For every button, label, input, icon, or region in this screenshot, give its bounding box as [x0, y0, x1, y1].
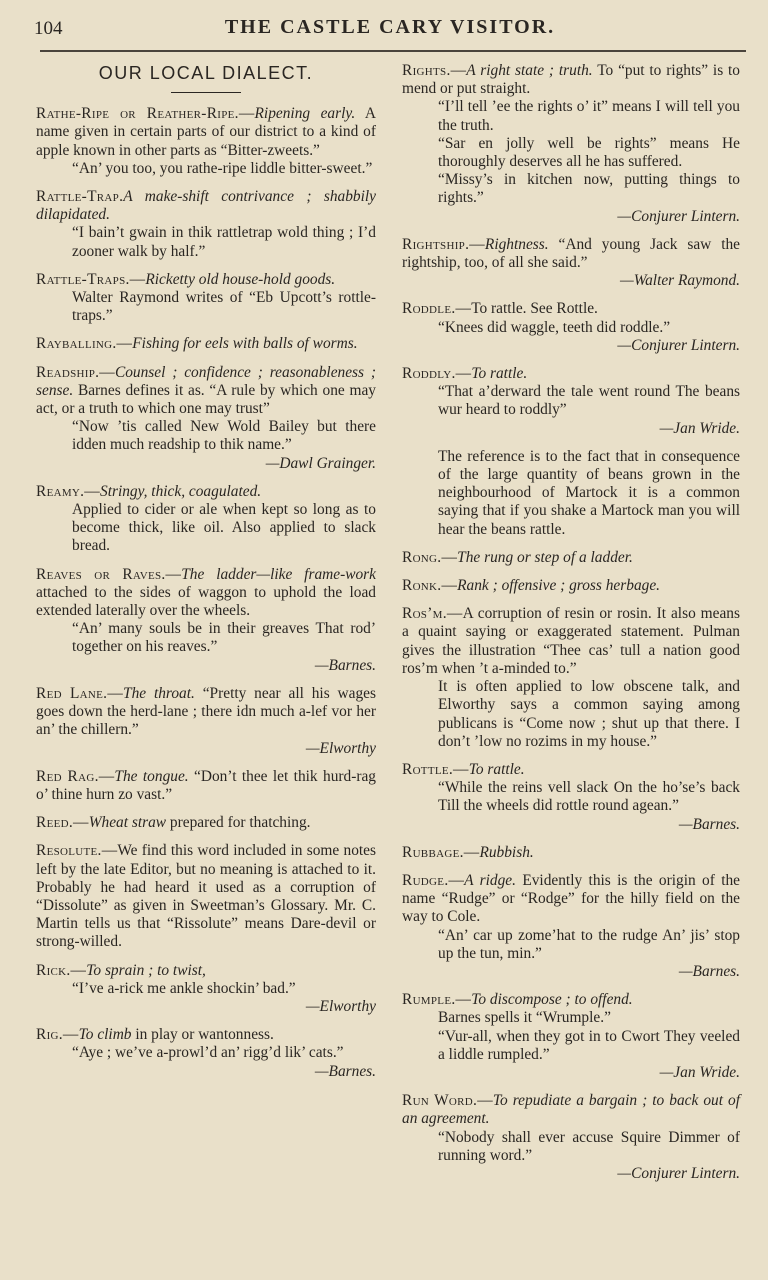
quotation: “Vur-all, when they got in to Cwort They veeled a liddle rumpled.” — [438, 1027, 740, 1063]
dialect-entry — [402, 872, 740, 981]
entry-text: prepared for thatching. — [166, 814, 311, 832]
definition: The ladder—like frame-work — [181, 565, 376, 583]
quotation: “An’ many souls be in their greaves That rod’ together on his reaves.” — [72, 620, 376, 656]
quotation: “Sar en jolly well be rights” means He thoroughly deserves all he has suffered. — [438, 134, 740, 171]
dialect-entry — [36, 271, 376, 326]
headword: Run Word.— — [402, 1092, 493, 1110]
definition: Rank ; offensive ; gross herbage. — [457, 577, 661, 595]
headword: Ronk.— — [402, 577, 458, 595]
dialect-entry — [36, 483, 376, 556]
definition: A make-shift contrivance ; shabbily dilapidated. — [36, 188, 376, 224]
definition: Rightness. — [484, 235, 549, 253]
quotation: “Aye ; we’ve a-prowl’d an’ rigg’d lik’ cats.” — [72, 1044, 344, 1062]
headword: Rottle.— — [402, 760, 469, 778]
quotation: It is often applied to low obscene talk, and Elworthy says a common saying among publicans is “Come now ; shut up that there. I don’t ’low no rozims in my house.” — [438, 678, 740, 750]
definition: Ricketty old house-hold goods. — [145, 270, 336, 288]
attribution: —Barnes. — [678, 962, 740, 980]
headword: Rattle-Trap. — [36, 188, 124, 206]
quotation: “I bain’t gwain in thik rattletrap wold thing ; I’d zooner walk by half.” — [72, 224, 376, 260]
definition: Ripening early. — [254, 105, 356, 123]
headword: Reed.— — [36, 814, 89, 832]
definition: Rubbish. — [479, 843, 534, 861]
headword: Reamy.— — [36, 482, 100, 500]
attribution: —Elworthy — [305, 997, 376, 1015]
entry-text: Evidently this is the origin of the name “Rudge” or “Rodge” for the hilly field on the way to Cole. — [402, 871, 741, 926]
entry-text: We find this word included in some notes left by the late Editor, but no meaning is attached to it. Probably he had heard it used as a corruption of “Dissolute” as given in Sweetman’s Glossary. Mr. C. Martin tells us that “Rissolute” means Dare-devil or strong-willed. — [36, 842, 376, 951]
attribution: —Elworthy — [305, 739, 376, 757]
definition: To climb — [78, 1026, 132, 1044]
dialect-entry — [402, 605, 740, 751]
attribution: —Jan Wride. — [659, 1063, 740, 1081]
headword: Reaves or Raves.— — [36, 565, 182, 583]
page-number: 104 — [34, 18, 63, 39]
definition: To rattle. — [468, 760, 525, 778]
dialect-entry — [402, 991, 740, 1082]
running-title: THE CASTLE CARY VISITOR. — [224, 16, 556, 38]
dialect-entry — [36, 962, 376, 1017]
attribution: —Conjurer Lintern. — [617, 207, 740, 225]
definition: The tongue. — [114, 767, 189, 785]
entry-text: “Pretty near all his wages goes down the herd-lane ; there idn much a-lef vor her an’ the chillern.” — [36, 684, 376, 739]
headword: Roddle.— — [402, 300, 472, 318]
dialect-entry — [36, 768, 376, 804]
dialect-entry — [402, 577, 740, 595]
right-column — [402, 62, 740, 1193]
quotation: “While the reins vell slack On the ho’se’s back Till the wheels did rottle round agean.” — [438, 779, 740, 815]
attribution: —Barnes. — [678, 815, 740, 833]
quotation: Walter Raymond writes of “Eb Upcott’s rottle-traps.” — [72, 289, 376, 325]
definition: To sprain ; to twist, — [86, 961, 206, 979]
attribution: —Walter Raymond. — [620, 272, 740, 290]
entry-text: “Don’t thee let thik hurd-rag o’ thine hurn zo vast.” — [36, 767, 376, 803]
headword: Rig.— — [36, 1026, 79, 1044]
dialect-entry — [36, 335, 376, 353]
dialect-entry — [36, 188, 376, 261]
dialect-entry — [402, 300, 740, 355]
headword: Rick.— — [36, 961, 87, 979]
quotation: “Missy’s in kitchen now, putting things to rights.” — [438, 171, 740, 207]
headword: Rattle-Traps.— — [36, 270, 146, 288]
quotation: “Knees did waggle, teeth did roddle.” — [438, 318, 671, 336]
quotation: “I’ll tell ’ee the rights o’ it” means I will tell you the truth. — [438, 98, 740, 134]
quotation: “An’ you too, you rathe-ripe liddle bitter-sweet.” — [72, 159, 373, 177]
quotation: Applied to cider or ale when kept so long as to become thick, like oil. Also applied to slack bread. — [72, 501, 376, 555]
header-rule — [40, 50, 746, 52]
definition: Counsel ; confidence ; reasonableness ; sense. — [36, 363, 376, 399]
attribution: —Conjurer Lintern. — [617, 1164, 740, 1182]
dialect-entry — [402, 1092, 740, 1183]
quotation: “Nobody shall ever accuse Squire Dimmer of running word.” — [438, 1128, 740, 1164]
quotation: The reference is to the fact that in consequence of the large quantity of beans grown in the neighbourhood of Martock it is a common saying that if you shake a Martock man you will hear the beans rattle. — [438, 447, 740, 538]
headword: Red Rag.— — [36, 767, 115, 785]
headword: Resolute.— — [36, 842, 118, 860]
attribution: —Barnes. — [314, 1062, 376, 1080]
definition: The rung or step of a ladder. — [457, 548, 633, 566]
definition: To repudiate a bargain ; to back out of an agreement. — [402, 1092, 740, 1128]
attribution: —Conjurer Lintern. — [617, 336, 740, 354]
definition: The throat. — [123, 684, 195, 702]
attribution: —Barnes. — [314, 656, 376, 674]
dialect-entry — [36, 685, 376, 758]
entry-text: A corruption of resin or rosin. It also means a quaint saying or exaggerated statement. Pulman gives the illustration “Thee cas’ tull a nation good ros’m when ’t a-minded to.” — [402, 605, 740, 677]
definition: Stringy, thick, coagulated. — [100, 482, 262, 500]
dialect-entry — [402, 761, 740, 834]
entry-text: To rattle. See Rottle. — [471, 300, 598, 318]
entry-text: in play or wantonness. — [131, 1026, 274, 1044]
dialect-entry — [402, 549, 740, 567]
dialect-entry — [36, 364, 376, 473]
definition: Wheat straw — [88, 814, 167, 832]
attribution: —Dawl Grainger. — [265, 454, 376, 472]
entry-text: To “put to rights” is to mend or put straight. — [402, 62, 740, 98]
dialect-entry — [36, 842, 376, 951]
headword: Ros’m.— — [402, 605, 463, 623]
headword: Readship.— — [36, 363, 115, 381]
headword: Rathe-Ripe or Reather-Ripe.— — [36, 105, 255, 123]
left-column — [36, 58, 376, 1091]
headword: Red Lane.— — [36, 684, 124, 702]
entry-text: “And young Jack saw the rightship, too, of all she said.” — [402, 235, 740, 272]
definition: A ridge. — [464, 871, 516, 889]
headword: Rights.— — [402, 62, 467, 79]
dialect-entry — [402, 844, 740, 862]
title-rule — [171, 92, 241, 93]
dialect-entry — [36, 566, 376, 675]
dialect-entry — [402, 365, 740, 438]
quotation: “I’ve a-rick me ankle shockin’ bad.” — [72, 979, 296, 997]
headword: Rubbage.— — [402, 843, 480, 861]
headword: Rightship.— — [402, 235, 485, 253]
section-title: OUR LOCAL DIALECT. — [98, 63, 314, 83]
definition: A right state ; truth. — [466, 62, 593, 79]
attribution: —Jan Wride. — [659, 419, 740, 437]
dialect-entry — [402, 62, 740, 226]
dialect-entry — [36, 814, 376, 832]
quotation: “An’ car up zome’hat to the rudge An’ jis’ stop up the tun, min.” — [438, 926, 740, 962]
headword: Rayballing.— — [36, 335, 133, 353]
entry-text: attached to the sides of waggon to uphold the load extended laterally over the wheels. — [36, 583, 376, 620]
headword: Roddly.— — [402, 365, 472, 383]
entry-text: A name given in certain parts of our district to a kind of apple known in other parts as “Bitter-zweets.” — [36, 105, 376, 159]
headword: Rong.— — [402, 548, 458, 566]
dialect-entry — [402, 448, 740, 539]
headword: Rudge.— — [402, 871, 465, 889]
entry-text: Barnes defines it as. “A rule by which one may act, or a truth to which one may trust” — [36, 381, 376, 418]
quotation: “That a’derward the tale went round The beans wur heard to roddly” — [438, 383, 740, 419]
definition: To rattle. — [471, 365, 528, 383]
definition: Fishing for eels with balls of worms. — [132, 335, 358, 353]
dialect-entry — [402, 236, 740, 291]
definition: To discompose ; to offend. — [471, 991, 633, 1009]
page-header — [32, 12, 748, 44]
quotation: “Now ’tis called New Wold Bailey but there idden much readship to thik name.” — [72, 418, 376, 454]
quotation: Barnes spells it “Wrumple.” — [438, 1009, 611, 1027]
headword: Rumple.— — [402, 991, 472, 1009]
dialect-entry — [36, 1026, 376, 1081]
dialect-entry — [36, 105, 376, 178]
